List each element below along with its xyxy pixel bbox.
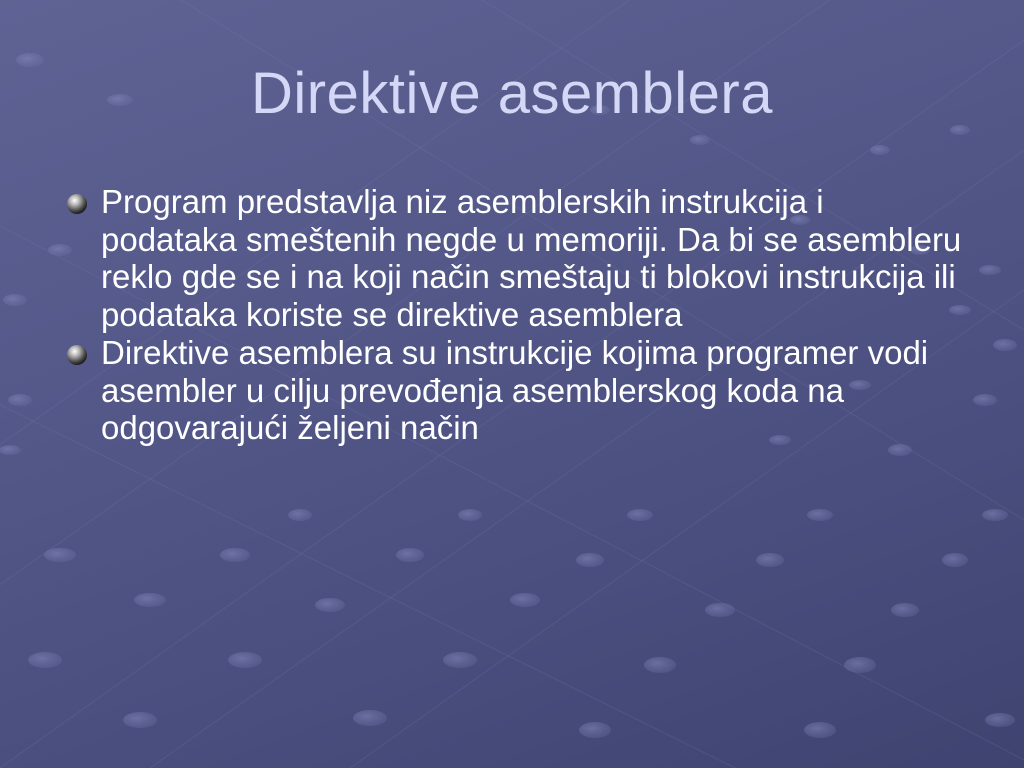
bullet-item [66, 334, 966, 447]
bullet-item [66, 183, 966, 333]
sphere-bullet-icon [66, 193, 88, 215]
bullet-list [66, 183, 966, 448]
slide-title: Direktive asemblera [250, 61, 773, 126]
sphere-bullet-icon [66, 344, 88, 366]
bullet-text: Direktive asemblera su instrukcije kojima programer vodi asembler u cilju prevođenja asemblerskog koda na odgovarajući željeni način [101, 334, 929, 446]
bullet-text: Program predstavlja niz asemblerskih instrukcija i podataka smeštenih negde u memoriji. Da bi se asembleru reklo gde se i na koji način smeštaju ti blokovi instrukcija ili podataka koriste se direktive asemblera [101, 183, 962, 333]
